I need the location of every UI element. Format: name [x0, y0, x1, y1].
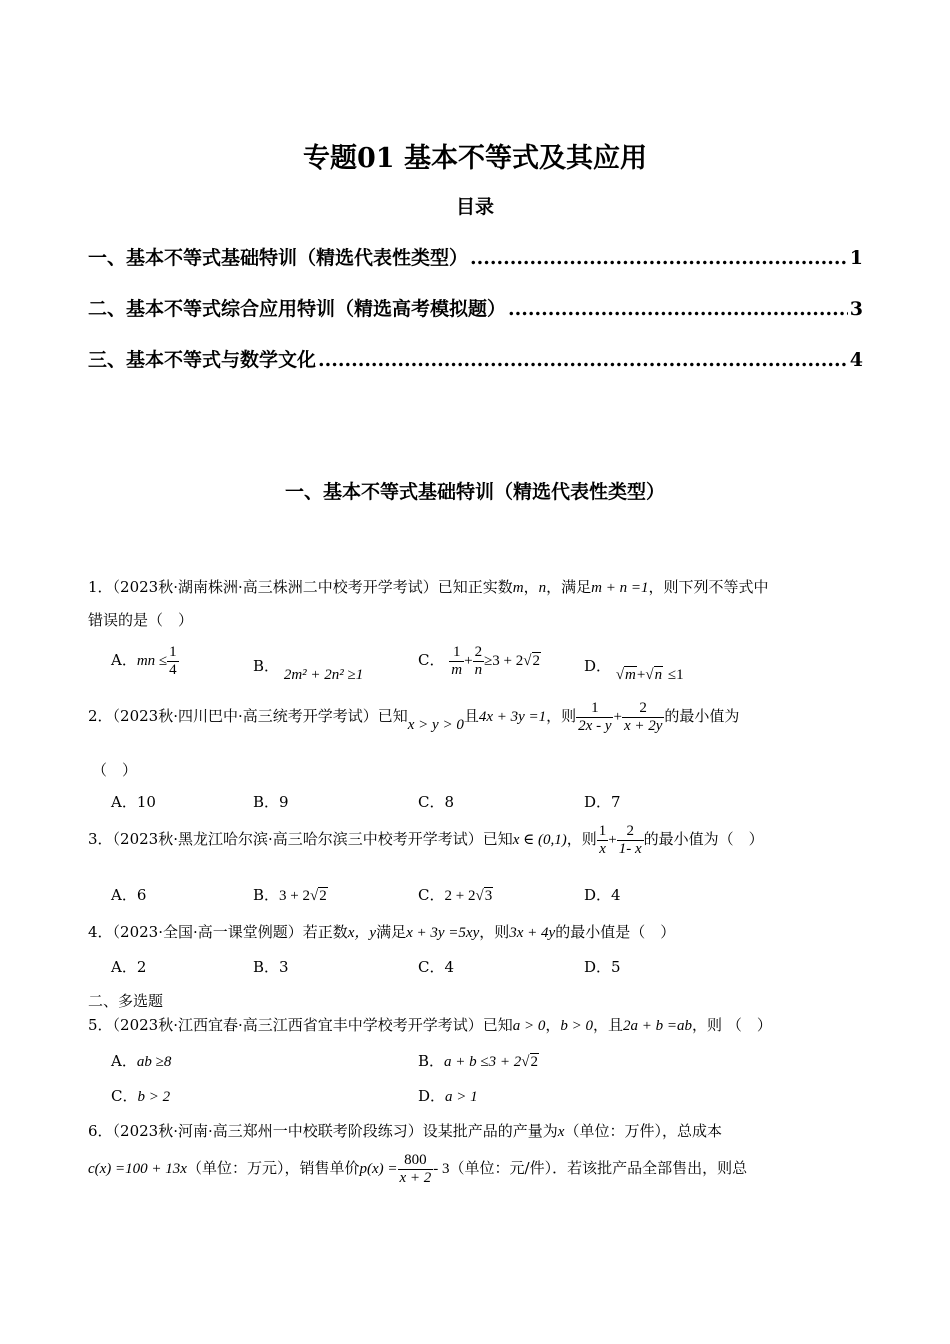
question-5-option-a[interactable]: A．ab ≥8	[111, 1052, 172, 1070]
toc-item-2[interactable]	[88, 294, 863, 321]
question-2-option-a[interactable]: A．10	[111, 793, 156, 811]
question-5-option-c[interactable]: C．b > 2	[111, 1087, 171, 1105]
question-1-line2: 错误的是（ ）	[88, 611, 194, 629]
toc-item-label: 二、基本不等式综合应用特训（精选高考模拟题）	[88, 298, 507, 320]
question-6-stem: 6．（2023秋·河南·高三郑州一中校联考阶段练习）设某批产品的产量为x（单位：万件），总成本	[88, 1122, 722, 1140]
toc-leader-dots	[508, 298, 848, 320]
question-3-option-d[interactable]: D．4	[584, 886, 621, 904]
toc-item-label: 一、基本不等式基础特训（精选代表性类型）	[88, 247, 469, 269]
question-5-option-b[interactable]: B．a + b ≤3 + 2√2	[418, 1052, 538, 1070]
section-1-heading: 一、基本不等式基础特训（精选代表性类型）	[284, 481, 665, 503]
toc-leader-dots	[318, 349, 848, 371]
question-1-option-d[interactable]: D． √m+√n ≤1	[584, 657, 684, 683]
question-3-option-a[interactable]: A．6	[111, 886, 147, 904]
toc-item-label: 三、基本不等式与数学文化	[88, 349, 317, 371]
question-5-stem: 5．（2023秋·江西宜春·高三江西省宜丰中学校考开学考试）已知a > 0，b > 0，且2a + b =ab，则 （ ）	[88, 1016, 772, 1034]
question-1-option-b[interactable]: B． 2m² + 2n² ≥1	[253, 657, 364, 683]
document-title: 专题01 基本不等式及其应用	[303, 143, 647, 174]
question-6-line2: c(x) =100 + 13x（单位：万元），销售单价p(x) = $\frac{800}{x + 2}$ - 3（单位：元/件）．若该批产品全部售出，则总	[88, 1152, 748, 1186]
question-3-stem: 3．（2023秋·黑龙江哈尔滨·高三哈尔滨三中校考开学考试）已知x ∈ (0,1)，则 $\frac{1}{x}$ + $\frac{2}{1- x}$ 的最小值为（ ）	[88, 823, 764, 857]
question-2-line2: （ ）	[92, 761, 138, 779]
toc-item-1[interactable]	[88, 243, 863, 270]
question-4-option-a[interactable]: A．2	[111, 958, 147, 976]
question-1-stem: 1．（2023秋·湖南株洲·高三株洲二中校考开学考试）已知正实数m，n，满足m + n =1，则下列不等式中	[88, 578, 769, 596]
toc-item-3[interactable]	[88, 345, 863, 372]
toc-item-page: 1	[849, 247, 863, 269]
question-4-option-b[interactable]: B．3	[253, 958, 289, 976]
question-4-stem: 4．（2023·全国·高一课堂例题）若正数x，y满足x + 3y =5xy，则3x + 4y的最小值是（ ）	[88, 923, 676, 941]
toc-item-page: 3	[849, 298, 863, 320]
question-2-stem: 2．（2023秋·四川巴中·高三统考开学考试）已知x > y > 0且4x + 3y =1，则 $\frac{1}{2x - y}$ + $\frac{2}{x + 2y}$ 的最小值为	[88, 700, 740, 734]
question-5-option-d[interactable]: D．a > 1	[418, 1087, 478, 1105]
question-1-option-a[interactable]: A．mn ≤ $\frac{1}{4}$	[111, 644, 177, 678]
question-2-option-b[interactable]: B．9	[253, 793, 289, 811]
toc-heading: 目录	[455, 196, 494, 218]
multi-choice-section-label: 二、多选题	[88, 992, 164, 1010]
question-3-option-b[interactable]: B．3 + 2√2	[253, 886, 327, 904]
question-4-option-d[interactable]: D．5	[584, 958, 621, 976]
question-2-option-c[interactable]: C．8	[418, 793, 455, 811]
toc-leader-dots	[470, 247, 848, 269]
toc-item-page: 4	[849, 349, 863, 371]
question-3-option-c[interactable]: C．2 + 2√3	[418, 886, 493, 904]
question-2-option-d[interactable]: D．7	[584, 793, 621, 811]
question-4-option-c[interactable]: C．4	[418, 958, 455, 976]
question-1-option-c[interactable]: C． $\frac{1}{m}$ + $\frac{2}{n}$ ≥3 + 2√2	[418, 644, 541, 678]
